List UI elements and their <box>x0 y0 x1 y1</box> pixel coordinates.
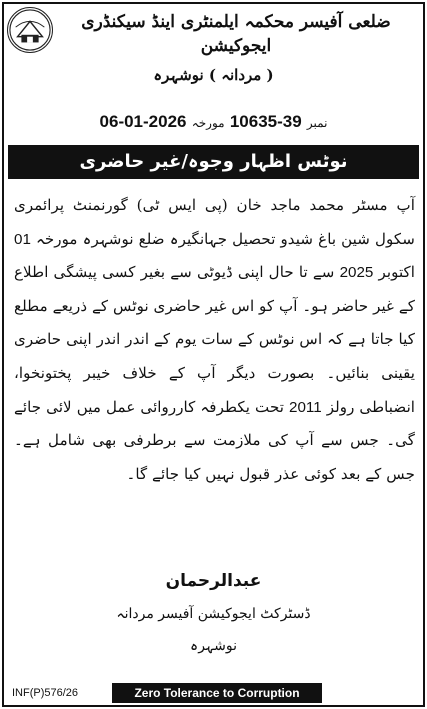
body-part-3: سے تا حال اپنی ڈیوٹی سے بغیر کسی پیشگی اطلاع کے غیر حاضر ہو۔ آپ کو اس غیر حاضری نوٹس کے ذریعے مطلع کیا جاتا ہے کہ اس نوٹس کے سات یوم کے اندر اندر اپنی حاضری یقینی بنائیں۔ بصورت دیگر آپ کے خلاف خیبر پختونخوا، انضباطی رولز <box>14 263 416 416</box>
ref-dated-label: مورخہ <box>191 116 225 130</box>
notice-title: نوٹس اظہار وجوہ/غیر حاضری <box>8 145 419 179</box>
signatory-designation: ڈسٹرکٹ ایجوکیشن آفیسر مردانہ <box>116 606 311 622</box>
notice-frame <box>2 2 425 707</box>
ref-number: 10635-39 <box>229 112 302 131</box>
notice-footer <box>4 681 423 705</box>
body-date-day: 01 <box>14 230 31 248</box>
signatory-place: نوشہرہ <box>190 638 237 654</box>
office-location: ( مردانہ ) نوشہرہ <box>153 66 274 84</box>
office-heading: ضلعی آفیسر محکمہ ایلمنٹری اینڈ سیکنڈری ایجوکیشن <box>81 12 391 56</box>
body-rules-year: 2011 <box>289 398 322 416</box>
signatory-name: عبدالرحمان <box>165 571 262 591</box>
ref-prefix: نمبر <box>306 116 328 130</box>
notice-header <box>4 4 423 142</box>
notice-body <box>14 189 415 491</box>
ref-date: 06-01-2026 <box>99 112 187 131</box>
body-part-4: تحت یکطرفہ کارروائی عمل میں لائی جائے گی۔ جس سے آپ کی ملازمت سے برطرفی بھی شامل ہے۔ جس کے بعد کوئی عذر قبول نہیں کیا جائے گا۔ <box>14 397 415 483</box>
inf-number: INF(P)576/26 <box>12 687 79 699</box>
reference-line <box>4 112 423 133</box>
body-part-1: آپ مسٹر محمد ماجد خان (پی ایس ٹی) گورنمنٹ پرائمری سکول شین باغ شیدو تحصیل جہانگیرہ ضلع نوشہرہ مورخہ <box>14 196 416 248</box>
body-year: 2025 <box>339 264 374 282</box>
department-logo-icon <box>7 7 53 53</box>
zero-tolerance-banner: Zero Tolerance to Corruption <box>112 683 322 703</box>
body-part-2: اکتوبر <box>378 263 415 282</box>
